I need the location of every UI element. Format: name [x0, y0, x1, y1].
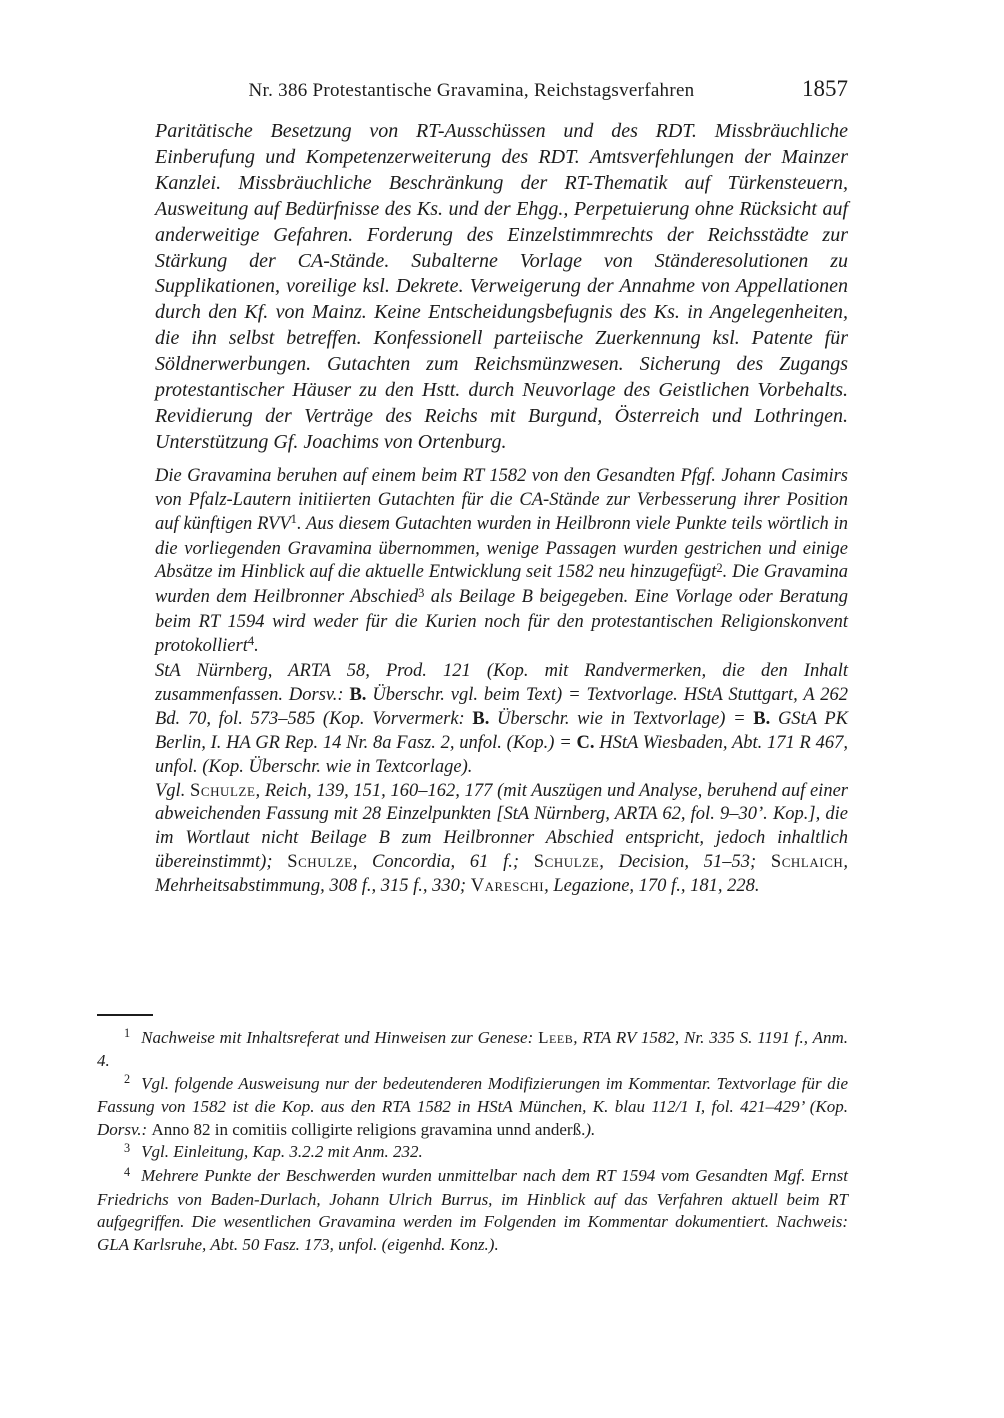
footnote-number: 2: [124, 1072, 131, 1087]
page-header: [155, 76, 848, 110]
footnote-number: 4: [124, 1164, 131, 1179]
text-segment: Leeb: [538, 1027, 574, 1047]
footnote-3: [97, 1141, 848, 1165]
text-segment: Vgl. Einleitung, Kap. 3.2.2 mit Anm. 232.: [141, 1142, 423, 1162]
footnote-number: 1: [124, 1026, 131, 1040]
text-segment: 2: [716, 560, 723, 575]
main-text: [155, 119, 848, 899]
footnote-4: [97, 1165, 848, 1256]
text-segment: Mehrere Punkte der Beschwerden wurden unmittelbar nach dem RT 1594 vom Gesandten Mgf. Ernst Friedrichs von Baden-Durlach, Johann Ulrich Burrus, im Hinblick auf das Verfahren aktuell beim RT aufgegriffen. Die wesentlichen Gravamina werden im Folgenden im Kommentar dokumentiert. Nachweis: GLA Karlsruhe, Abt. 50 Fasz. 173, unfol. (eigenhd. Konz.).: [97, 1166, 848, 1254]
text-segment: Überschr. wie in Textvorlage) =: [489, 708, 754, 729]
text-segment: Vgl.: [155, 780, 191, 801]
text-segment: Die Gravamina beruhen auf einem beim RT 1582 von den Gesandten Pfgf. Johann Casimirs von Pfalz-Lautern initiierten Gutachten für die CA-Stände zur Verbesserung ihrer Position auf künftigen RVV: [155, 465, 848, 534]
footnote-text: [97, 1074, 848, 1139]
text-segment: B.: [753, 708, 771, 729]
text-segment: B.: [349, 684, 367, 705]
text-segment: ).: [585, 1119, 596, 1139]
text-segment: C.: [576, 732, 595, 753]
footnote-text: [97, 1166, 848, 1254]
text-segment: .: [254, 636, 259, 657]
text-segment: , Concordia, 61 f.;: [352, 852, 534, 873]
summary-paragraph: [155, 119, 848, 456]
text-segment: , Mehrheitsabstimmung, 308 f., 315 f., 330;: [155, 852, 848, 897]
text-segment: , Legazione, 170 f., 181, 228.: [544, 876, 760, 897]
text-segment: als Beilage B beigegeben. Eine Vorlage oder Beratung beim RT 1594 wird weder für die Kurien noch für den protestantischen Religionskonvent protokolliert: [155, 587, 849, 657]
commentary-block: [155, 465, 848, 899]
text-segment: . Aus diesem Gutachten wurden in Heilbronn viele Punkte teils wörtlich in die vorliegenden Gravamina übernommen, wenige Passagen wurden gestrichen und einige Absätze im Hinblick auf die aktuelle Entwicklung seit 1582 neu hinzugefügt: [155, 513, 848, 583]
footnotes-section: [97, 1014, 848, 1256]
footnote-2: [97, 1073, 848, 1142]
text-segment: Paritätische Besetzung von RT-Ausschüssen und des RDT. Missbräuchliche Einberufung und Kompetenzerweiterung des RDT. Amtsverfehlungen der Mainzer Kanzlei. Missbräuchliche Beschränkung der RT-Thematik auf Türkensteuern, Ausweitung auf Bedürfnisse des Ks. und der Ehgg., Perpetuierung ohne Rücksicht auf anderweitige Gefahren. Forderung des Einzelstimmrechts der Reichsstädte zur Stärkung der CA-Stände. Subalterne Vorlage von Ständeresolutionen zu Supplikationen, voreilige ksl. Dekrete. Verweigerung der Annahme von Appellationen durch den Kf. von Mainz. Keine Entscheidungsbefugnis des Ks. in Angelegenheiten, die ihn selbst betreffen. Konfessionell parteiische Zuerkennung ksl. Patente für Söldnerwerbungen. Gutachten zum Reichsmünzwesen. Sicherung des Zugangs protestantischer Häuser zu den Hstt. durch Neuvorlage des Geistlichen Vorbehalts. Revidierung der Verträge des Reichs mit Burgund, Österreich und Lothringen. Unterstützung Gf. Joachims von Ortenburg.: [155, 120, 848, 453]
commentary-paragraph-literature: [155, 780, 848, 900]
text-segment: Vareschi: [470, 876, 545, 897]
footnote-separator-rule: [97, 1014, 153, 1016]
running-head-title: Nr. 386 Protestantische Gravamina, Reichstagsverfahren: [248, 80, 695, 101]
text-segment: Schulze: [533, 852, 600, 873]
footnote-1: [97, 1027, 848, 1073]
text-segment: Überschr. vgl. beim Text) = Textvorlage. HStA Stuttgart, A 262 Bd. 70, fol. 573–585 (Kop. Vorvermerk:: [155, 684, 848, 729]
text-segment: . Die Gravamina wurden dem Heilbronner Abschied: [155, 562, 849, 608]
text-segment: GStA PK Berlin, I. HA GR Rep. 14 Nr. 8a Fasz. 2, unfol. (Kop.) =: [155, 708, 848, 753]
text-segment: , Reich, 139, 151, 160–162, 177 (mit Auszügen und Analyse, beruhend auf einer abweichenden Fassung mit 28 Einzelpunkten [StA Nürnberg, ARTA 62, fol. 9–30’. Kop.], die im Wortlaut nicht Beilage B zum Heilbronner Abschied entspricht, jedoch inhaltlich übereinstimmt);: [155, 780, 848, 873]
footnote-text: [97, 1028, 848, 1071]
text-segment: Schlaich: [770, 852, 844, 873]
text-segment: Schulze: [190, 780, 256, 801]
commentary-paragraph-genesis: [155, 465, 848, 660]
text-segment: , RTA RV 1582, Nr. 335 S. 1191 f., Anm. 4.: [97, 1027, 848, 1071]
commentary-paragraph-sources: [155, 660, 848, 780]
text-segment: 1: [290, 511, 297, 526]
text-segment: HStA Wiesbaden, Abt. 171 R 467, unfol. (Kop. Überschr. wie in Textcorlage).: [155, 732, 849, 777]
text-segment: StA Nürnberg, ARTA 58, Prod. 121 (Kop. mit Randvermerken, die den Inhalt zusammenfassen. Dorsv.:: [155, 661, 848, 705]
footnote-text: [141, 1142, 423, 1161]
text-segment: 4: [247, 634, 255, 649]
page-number: 1857: [802, 76, 848, 101]
text-segment: B.: [472, 708, 490, 729]
text-segment: 3: [418, 585, 425, 600]
footnote-number: 3: [124, 1140, 131, 1155]
text-segment: Nachweise mit Inhaltsreferat und Hinweisen zur Genese:: [141, 1027, 539, 1047]
text-segment: Vgl. folgende Ausweisung nur der bedeutenderen Modifizierungen im Kommentar. Textvorlage für die Fassung von 1582 ist die Kop. aus den RTA 1582 in HStA München, K. blau 112/1 I, fol. 421–429’ (Kop. Dorsv.:: [97, 1073, 848, 1139]
text-segment: Schulze: [287, 852, 353, 873]
text-segment: , Decision, 51–53;: [599, 852, 771, 873]
text-segment: Anno 82 in comitiis colligirte religions gravamina unnd anderß.: [151, 1119, 586, 1139]
